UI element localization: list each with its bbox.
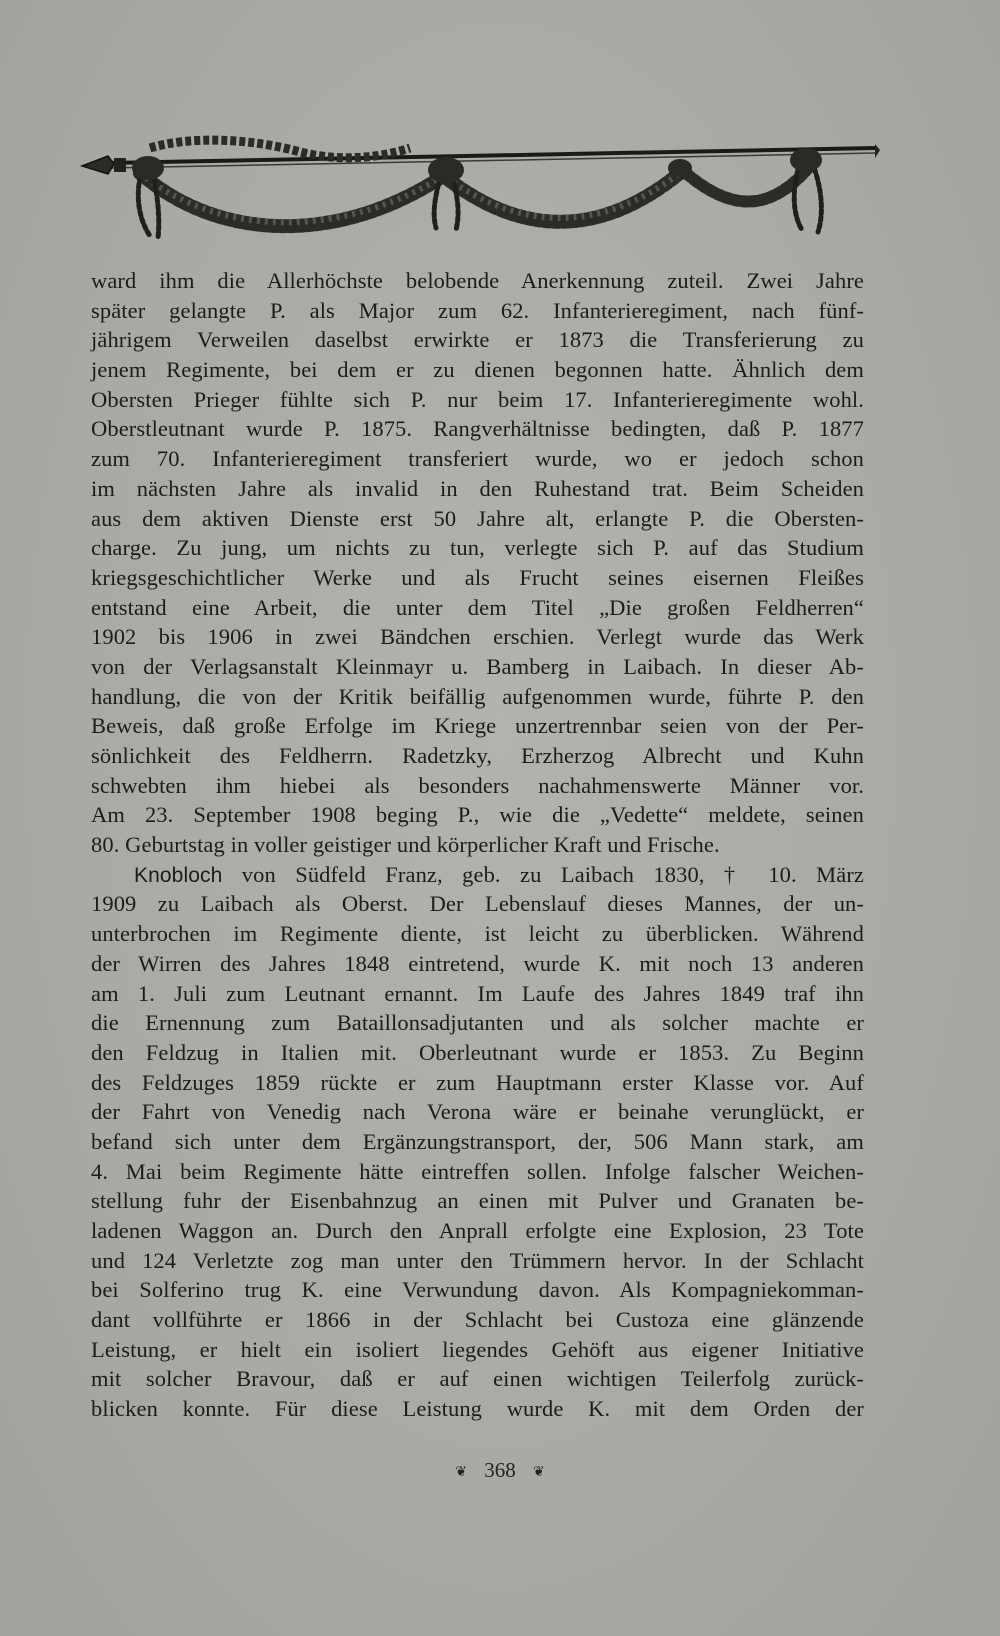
text-line: jährigem Verweilen daselbst erwirkte er 1873 die Transferierung zu — [91, 327, 864, 353]
text-line: Leistung, er hielt ein isoliert liegendes Gehöft aus eigener Initiative — [91, 1336, 864, 1362]
text-line: ladenen Waggon an. Durch den Anprall erfolgte eine Explosion, 23 Tote — [91, 1218, 864, 1243]
text-line: dant vollführte er 1866 in der Schlacht bei Custoza eine glänzende — [91, 1307, 864, 1333]
text-line: die Ernennung zum Bataillonsadjutanten und als solcher machte er — [91, 1010, 864, 1036]
text-line: unterbrochen im Regimente diente, ist leicht zu überblicken. Während — [91, 921, 864, 947]
text-line: zum 70. Infanterieregiment transferiert wurde, wo er jedoch schon — [91, 446, 864, 472]
entry-first-line — [91, 860, 864, 890]
text-line: 1909 zu Laibach als Oberst. Der Lebenslauf dieses Mannes, der un- — [91, 891, 864, 917]
page-footer — [0, 1458, 1000, 1483]
text-line: Oberstleutnant wurde P. 1875. Rangverhältnisse bedingten, daß P. 1877 — [91, 416, 864, 442]
entry-surname: Knobloch — [134, 863, 223, 887]
text-line: Obersten Prieger fühlte sich P. nur beim 17. Infanterieregimente wohl. — [91, 386, 864, 412]
text-line: kriegsgeschichtlicher Werke und als Frucht seines eisernen Fleißes — [91, 564, 864, 590]
text-line: 80. Geburtstag in voller geistiger und körperlicher Kraft und Frische. — [91, 832, 720, 858]
text-line: 1902 bis 1906 in zwei Bändchen erschien. Verlegt wurde das Werk — [91, 624, 864, 650]
text-line: entstand eine Arbeit, die unter dem Titel „Die großen Feldherren“ — [91, 594, 864, 620]
text-line: Beweis, daß große Erfolge im Kriege unzertrennbar seien von der Per- — [91, 713, 864, 739]
garland-spear-ornament-icon — [80, 118, 880, 248]
text-line: von der Verlagsanstalt Kleinmayr u. Bamberg in Laibach. In dieser Ab- — [91, 653, 864, 679]
text-line: sönlichkeit des Feldherrn. Radetzky, Erzherzog Albrecht und Kuhn — [91, 743, 864, 768]
text-line: bei Solferino trug K. eine Verwundung davon. Als Kompagniekomman- — [91, 1277, 864, 1303]
text-line: blicken konnte. Für diese Leistung wurde K. mit dem Orden der — [91, 1396, 864, 1422]
body-text — [91, 266, 864, 1424]
right-fleuron-icon: ❦ — [533, 1464, 545, 1480]
text-line: mit solcher Bravour, daß er auf einen wichtigen Teilerfolg zurück- — [91, 1366, 864, 1392]
text-line: der Wirren des Jahres 1848 eintretend, wurde K. mit noch 13 anderen — [91, 950, 864, 976]
text-line: des Feldzuges 1859 rückte er zum Hauptmann erster Klasse vor. Auf — [91, 1069, 864, 1095]
text-line: schwebten ihm hiebei als besonders nachahmenswerte Männer vor. — [91, 772, 864, 798]
text-line: der Fahrt von Venedig nach Verona wäre er beinahe verunglückt, er — [91, 1099, 864, 1125]
text-line: später gelangte P. als Major zum 62. Infanterieregiment, nach fünf- — [91, 297, 864, 323]
entry-first-line-text: von Südfeld Franz, geb. zu Laibach 1830, † 10. März — [222, 861, 864, 887]
text-line: handlung, die von der Kritik beifällig aufgenommen wurde, führte P. den — [91, 683, 864, 709]
text-line: den Feldzug in Italien mit. Oberleutnant wurde er 1853. Zu Beginn — [91, 1039, 864, 1065]
text-line: aus dem aktiven Dienste erst 50 Jahre alt, erlangte P. die Obersten- — [91, 505, 864, 531]
text-line: 4. Mai beim Regimente hätte eintreffen sollen. Infolge falscher Weichen- — [91, 1158, 864, 1184]
left-fleuron-icon: ❦ — [455, 1464, 467, 1480]
text-line: jenem Regimente, bei dem er zu dienen begonnen hatte. Ähnlich dem — [91, 357, 864, 383]
page-number: 368 — [484, 1458, 516, 1482]
text-line: stellung fuhr der Eisenbahnzug an einen mit Pulver und Granaten be- — [91, 1188, 864, 1214]
text-line: im nächsten Jahre als invalid in den Ruhestand trat. Beim Scheiden — [91, 475, 864, 501]
text-line: Am 23. September 1908 beging P., wie die „Vedette“ meldete, seinen — [91, 802, 864, 828]
text-line: ward ihm die Allerhöchste belobende Anerkennung zuteil. Zwei Jahre — [91, 268, 864, 293]
text-line: charge. Zu jung, um nichts zu tun, verlegte sich P. auf das Studium — [91, 535, 864, 561]
text-line: und 124 Verletzte zog man unter den Trümmern hervor. In der Schlacht — [91, 1247, 864, 1273]
text-line: am 1. Juli zum Leutnant ernannt. Im Laufe des Jahres 1849 traf ihn — [91, 980, 864, 1006]
text-line: befand sich unter dem Ergänzungstransport, der, 506 Mann stark, am — [91, 1128, 864, 1154]
